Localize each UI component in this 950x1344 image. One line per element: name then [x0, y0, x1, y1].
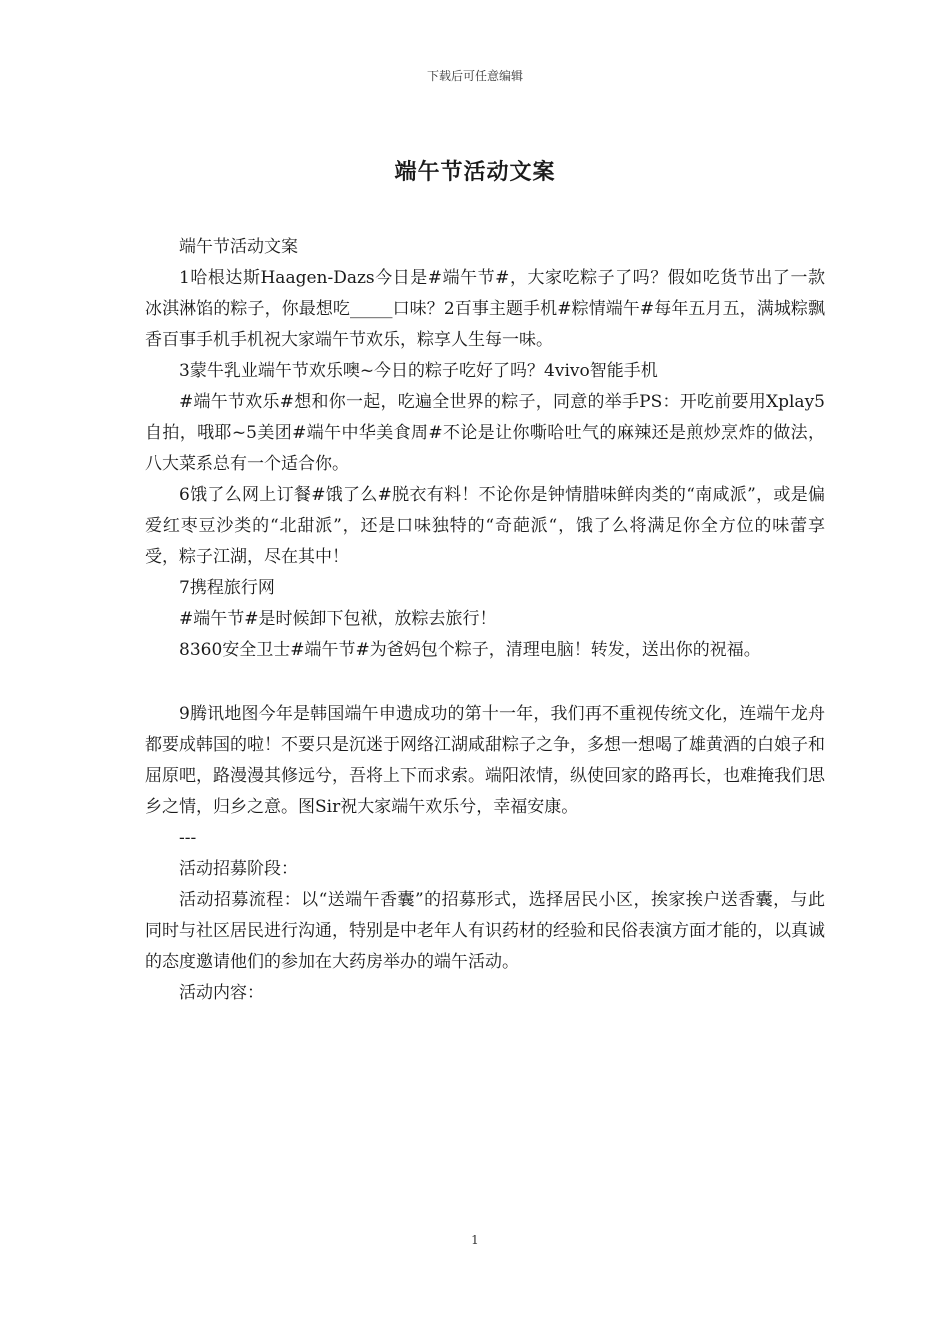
document-body: [145, 232, 825, 1009]
paragraph-ctrip-heading: 7携程旅行网: [179, 578, 275, 598]
paragraph-vivo-meituan: #端午节欢乐#想和你一起，吃遍全世界的粽子，同意的举手PS：开吃前要用Xplay5自拍，哦耶~5美团#端午中华美食周#不论是让你嘶哈吐气的麻辣还是煎炒烹炸的做法，八大菜系总有一个适合你。: [145, 392, 825, 474]
paragraph-subtitle: 端午节活动文案: [179, 237, 298, 257]
paragraph-recruitment-heading: 活动招募阶段：: [179, 859, 298, 879]
paragraph-eleme: 6饿了么网上订餐#饿了么#脱衣有料！不论你是钟情腊味鲜肉类的“南咸派”，或是偏爱红枣豆沙类的“北甜派”，还是口味独特的“奇葩派“，饿了么将满足你全方位的味蕾享受，粽子江湖，尽在其中！: [145, 485, 825, 567]
page-header-note: 下载后可任意编辑: [426, 69, 523, 83]
page-number: 1: [471, 1233, 479, 1247]
document-title: 端午节活动文案: [394, 159, 556, 185]
paragraph-ctrip-text: #端午节#是时候卸下包袱，放粽去旅行！: [179, 609, 497, 629]
paragraph-mengniu-vivo: 3蒙牛乳业端午节欢乐噢~今日的粽子吃好了吗？4vivo智能手机: [179, 361, 658, 381]
section-divider: ---: [179, 828, 197, 848]
paragraph-recruitment-process: 活动招募流程：以“送端午香囊”的招募形式，选择居民小区，挨家挨户送香囊，与此同时与社区居民进行沟通，特别是中老年人有识药材的经验和民俗表演方面才能的，以真诚的态度邀请他们的参加在大药房举办的端午活动。: [145, 890, 825, 972]
paragraph-360: 8360安全卫士#端午节#为爸妈包个粽子，清理电脑！转发，送出你的祝福。: [179, 640, 761, 660]
paragraph-haagen-dazs-pepsi: 1哈根达斯Haagen-Dazs今日是#端午节#，大家吃粽子了吗？假如吃货节出了一款冰淇淋馅的粽子，你最想吃_____口味？2百事主题手机#粽情端午#每年五月五，满城粽飘香百事手机手机祝大家端午节欢乐，粽享人生每一味。: [145, 268, 825, 350]
paragraph-tencent-map: 9腾讯地图今年是韩国端午申遗成功的第十一年，我们再不重视传统文化，连端午龙舟都要成韩国的啦！不要只是沉迷于网络江湖咸甜粽子之争，多想一想喝了雄黄酒的白娘子和屈原吧，路漫漫其修远兮，吾将上下而求索。端阳浓情，纵使回家的路再长，也难掩我们思乡之情，归乡之意。图Sir祝大家端午欢乐兮，幸福安康。: [145, 704, 825, 817]
paragraph-activity-content-heading: 活动内容：: [179, 983, 264, 1003]
